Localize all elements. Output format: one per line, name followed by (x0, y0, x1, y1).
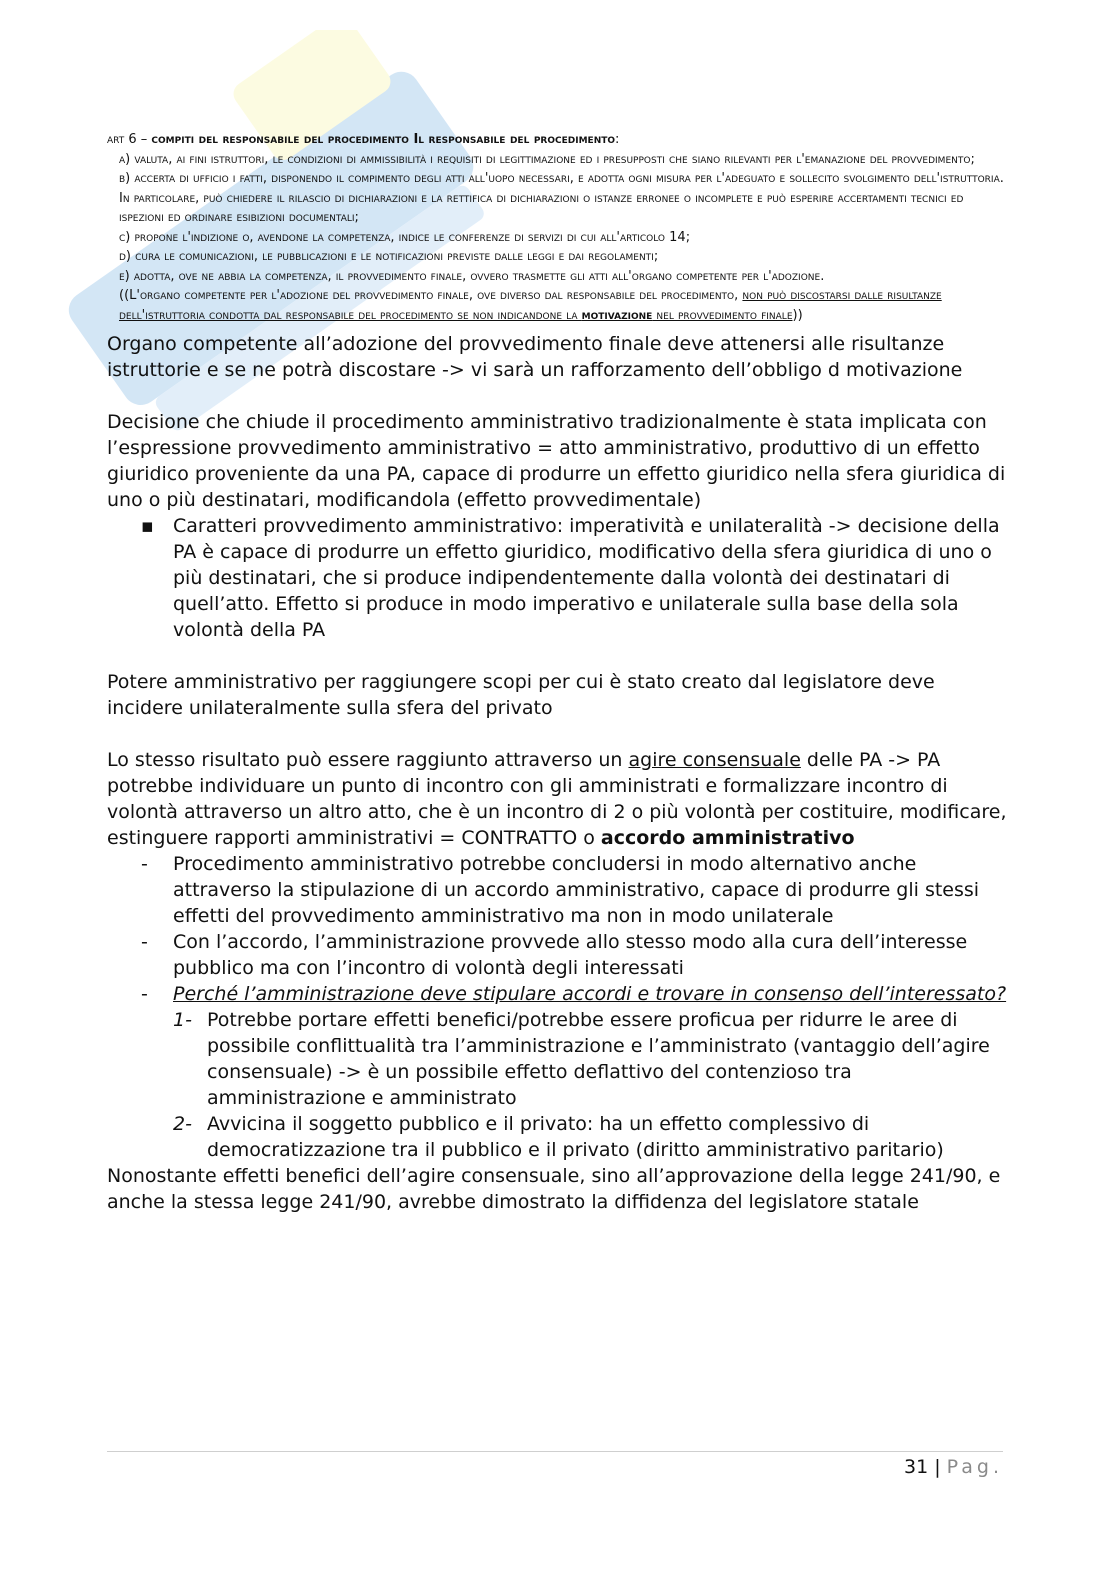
dash-list (107, 851, 1007, 1007)
paragraph-potere: Potere amministrativo per raggiungere scopi per cui è stato creato dal legislatore deve incidere unilateralmente sulla sfera del privato (107, 671, 935, 719)
paragraph-nonostante: Nonostante effetti benefici dell’agire consensuale, sino all’approvazione della legge 241/90, e anche la stessa legge 241/90, avrebbe dimostrato la diffidenza del legislatore statale (107, 1165, 1001, 1213)
paragraph-organo: Organo competente all’adozione del provvedimento finale deve attenersi alle risultanze istruttorie e se ne potrà discostare -> vi sarà un rafforzamento dell’obbligo d motivazione (107, 333, 963, 381)
article-item-d: d) cura le comunicazioni, le pubblicazioni e le notificazioni previste dalle leggi e dai regolamenti; (119, 249, 659, 264)
page-number: 31 (904, 1456, 929, 1478)
page-label: Pag. (946, 1456, 1003, 1478)
dash-bullet-icon: - (141, 983, 148, 1005)
list-item: 2- Avvicina il soggetto pubblico e il privato: ha un effetto complessivo di democratizzazione tra il pubblico e il privato (diritto amministrativo paritario) (173, 1113, 944, 1161)
footer-separator: | (934, 1456, 941, 1478)
article-item-b: b) accerta di ufficio i fatti, disponendo il compimento degli atti all'uopo necessari, e adotta ogni misura per l'adeguato e sollecito svolgimento dell'istruttoria. In particolare, può chiedere il rilascio di dichiarazioni e la rettifica di dichiarazioni o istanze erronee o incomplete e può esperire accertamenti tecnici ed ispezioni ed ordinare esibizioni documentali; (119, 171, 1004, 225)
list-item: - Perché l’amministrazione deve stipulare accordi e trovare in consenso dell’interessato? (141, 983, 1007, 1005)
article-item-a: a) valuta, ai fini istruttori, le condizioni di ammissibilità i requisiti di legittimazione ed i presupposti che siano rilevanti per l'emanazione del provvedimento; (119, 151, 975, 167)
list-item: - Procedimento amministrativo potrebbe concludersi in modo alternativo anche attraverso la stipulazione di un accordo amministrativo, capace di produrre gli stessi effetti del provvedimento amministrativo ma non in modo unilaterale (141, 853, 980, 927)
notes-body (107, 331, 1007, 1215)
article-6-excerpt (107, 130, 1007, 325)
article-item-c: c) propone l'indizione o, avendone la competenza, indice le conferenze di servizi di cui all'articolo 14; (119, 229, 691, 245)
numbered-list (107, 1007, 1007, 1163)
article-item-amendment: ((L'organo competente per l'adozione del provvedimento finale, ove diverso dal responsabile del procedimento, non può discostarsi dalle risultanze dell'istruttoria condotta dal responsabile del procedimento se non indicandone la motivazione nel provvedimento finale)) (119, 288, 942, 323)
paragraph-agire-consensuale: Lo stesso risultato può essere raggiunto attraverso un agire consensuale delle PA -> PA potrebbe individuare un punto di incontro con gli amministrati e formalizzare incontro di volontà attraverso un altro atto, che è un incontro di 2 o più volontà per costituire, modificare, estinguere rapporti amministrativi = CONTRATTO o accordo amministrativo (107, 749, 1007, 849)
dash-bullet-icon: - (141, 931, 148, 953)
square-bullet-icon: ▪ (141, 515, 154, 537)
dash-bullet-icon: - (141, 853, 148, 875)
list-item: 1- Potrebbe portare effetti benefici/potrebbe essere proficua per ridurre le aree di possibile conflittualità tra l’amministrazione e l’amministrato (vantaggio dell’agire consensuale) -> è un possibile effetto deflattivo del contenzioso tra amministrazione e amministrato (173, 1009, 990, 1109)
paragraph-decisione: Decisione che chiude il procedimento amministrativo tradizionalmente è stata implicata con l’espressione provvedimento amministrativo = atto amministrativo, produttivo di un effetto giuridico proveniente da una PA, capace di produrre un effetto giuridico nella sfera giuridica di uno o più destinatari, modificandola (effetto provvedimentale) (107, 411, 1006, 511)
footer-divider (107, 1451, 1003, 1452)
article-title: art 6 – compiti del responsabile del procedimento Il responsabile del procedimento: (107, 132, 620, 147)
list-item: ▪ Caratteri provvedimento amministrativo: imperatività e unilateralità -> decisione della PA è capace di produrre un effetto giuridico, modificativo della sfera giuridica di uno o più destinatari, che si produce indipendentemente dalla volontà dei destinatari di quell’atto. Effetto si produce in modo imperativo e unilaterale sulla base della sola volontà della PA (141, 515, 1000, 641)
article-item-e: e) adotta, ove ne abbia la competenza, il provvedimento finale, ovvero trasmette gli atti all'organo competente per l'adozione. (119, 268, 825, 284)
bullet-list (107, 513, 1007, 643)
page-footer (904, 1454, 1003, 1480)
list-item: - Con l’accordo, l’amministrazione provvede allo stesso modo alla cura dell’interesse pubblico ma con l’incontro di volontà degli interessati (141, 931, 968, 979)
document-page (107, 130, 1007, 1215)
